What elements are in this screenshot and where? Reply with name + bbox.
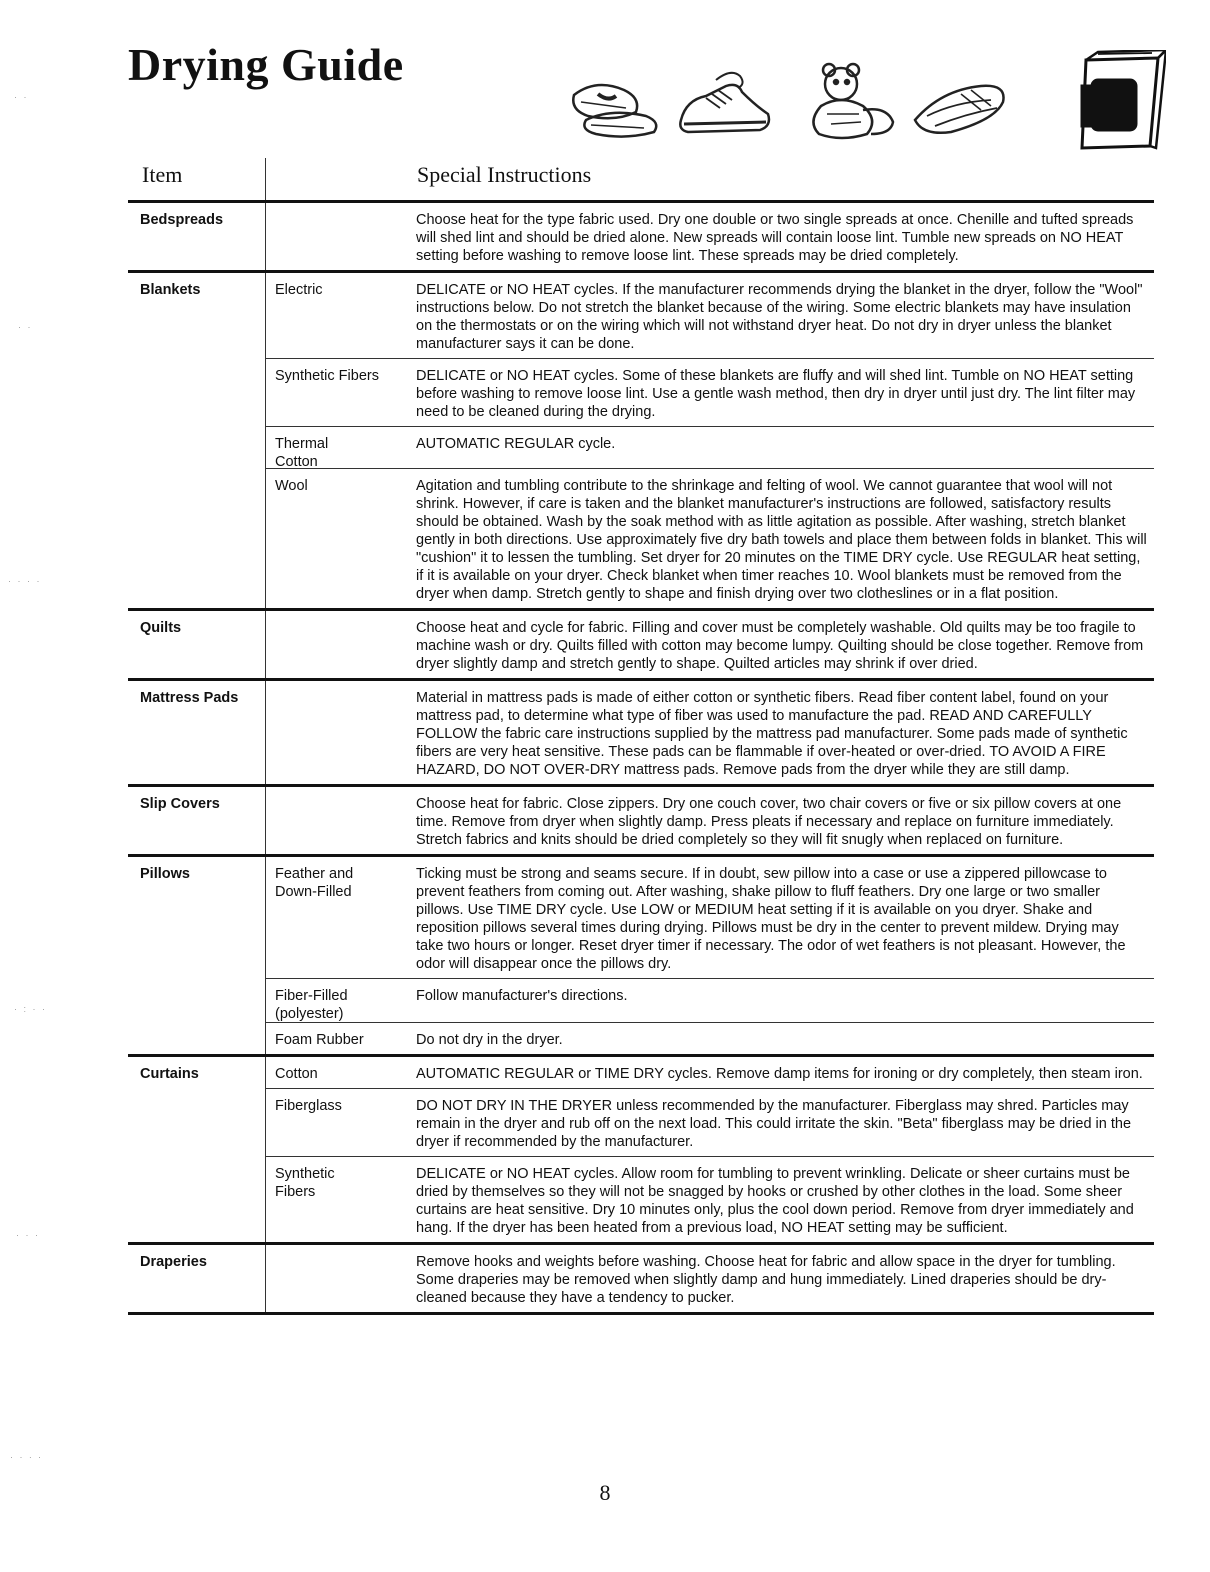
column-header-instructions: Special Instructions <box>417 162 592 187</box>
sub-label: Cotton <box>275 1066 318 1082</box>
instruction-row <box>265 681 1154 784</box>
item-label: Blankets <box>140 282 201 298</box>
instruction-text: Follow manufacturer's directions. <box>416 988 628 1004</box>
sneakers-icon <box>680 73 769 132</box>
sub-label: Feather and Down-Filled <box>275 866 354 900</box>
drying-guide-table <box>128 200 1154 1315</box>
column-header-item: Item <box>142 162 183 187</box>
instruction-row <box>265 273 1154 358</box>
page-title: Drying Guide <box>128 39 404 90</box>
stuffed-toy-icon <box>813 64 893 138</box>
table-row-mattress-pads <box>128 678 1154 784</box>
dryer-icon <box>1082 50 1166 148</box>
pillows-icon <box>573 85 656 137</box>
table-row-slip-covers <box>128 784 1154 854</box>
table-row-blankets <box>128 270 1154 608</box>
item-label: Pillows <box>140 866 190 882</box>
header-divider <box>265 158 266 200</box>
instruction-text: Remove hooks and weights before washing. Choose heat for fabric and allow space in the dryer for tumbling. Some draperies may be removed when slightly damp and hung immediately. Lined draperies should be dry-cleaned because they have a tendency to pucker. <box>416 1254 1116 1306</box>
table-row-curtains <box>128 1054 1154 1242</box>
sub-label: Fiber-Filled (polyester) <box>275 988 348 1022</box>
instruction-row <box>265 426 1154 468</box>
item-label: Mattress Pads <box>140 690 239 706</box>
sub-label: Thermal Cotton <box>275 436 329 470</box>
table-row-bedspreads <box>128 200 1154 270</box>
sub-label: Synthetic Fibers <box>275 368 379 384</box>
item-label: Draperies <box>140 1254 207 1270</box>
instruction-row <box>265 611 1154 678</box>
laundry-illustration <box>566 50 1166 150</box>
page-number: 8 <box>599 1480 611 1505</box>
instruction-text: Ticking must be strong and seams secure. If in doubt, sew pillow into a case or use a zippered pillowcase to prevent feathers from coming out. After washing, shake pillow to fluff feathers. Dry one large or two smaller pillows. Use TIME DRY cycle. Use LOW or MEDIUM heat setting if it is available on you dryer. Shake and reposition pillows several times during drying. Pillows must be dry in the center to prevent mildew. Drying may take two hours or longer. Reset dryer timer if necessary. The odor of wet feathers is not pleasant. However, the odor will disappear once the pillows dry. <box>416 866 1126 972</box>
scan-speck: · · ∙ · <box>10 1452 43 1462</box>
scan-speck: · · · <box>16 1230 40 1240</box>
instruction-text: Choose heat for fabric. Close zippers. Dry one couch cover, two chair covers or five or six pillow covers at one time. Remove from dryer when slightly damp. Press pleats if necessary and replace on furniture immediately. Stretch fabrics and knits should be dried completely so they will fit snugly when replaced on furniture. <box>416 796 1122 848</box>
instruction-text: DELICATE or NO HEAT cycles. Allow room for tumbling to prevent wrinkling. Delicate or sheer curtains must be dried by themselves so they will not be snagged by hooks or crushed by other clothes in the load. Some sheer curtains are heat sensitive. Dry 10 minutes only, plus the cool down period. Remove from dryer immediately and hang. If the dryer has been heated from a previous load, NO HEAT setting may be sufficient. <box>416 1166 1134 1236</box>
instruction-text: DELICATE or NO HEAT cycles. If the manufacturer recommends drying the blanket in the dryer, follow the "Wool" instructions below. Do not stretch the blanket because of the wiring. Some electric blankets may have insulation on the thermostats or on the wiring which will not withstand dryer heat. Do not dry in dryer unless the blanket manufacturer says it can be done. <box>416 282 1143 352</box>
table-row-pillows <box>128 854 1154 1054</box>
instruction-row <box>265 1057 1154 1088</box>
scan-speck: · · · · <box>8 576 42 586</box>
instruction-text: Choose heat for the type fabric used. Dry one double or two single spreads at once. Chenille and tufted spreads will shed lint and should be dried alone. New spreads will contain loose lint. Tumble new spreads on NO HEAT setting before washing to remove loose lint. These spreads may be dried completely. <box>416 212 1134 264</box>
folded-cloth-icon <box>915 86 1004 133</box>
instruction-row <box>265 1088 1154 1156</box>
instruction-text: Do not dry in the dryer. <box>416 1032 563 1048</box>
scan-speck: · · <box>14 92 29 102</box>
instruction-text: Agitation and tumbling contribute to the shrinkage and felting of wool. We cannot guarantee that wool will not shrink. However, if care is taken and the blanket manufacturer's instructions are followed, satisfactory results should be obtained. Wash by the soak method with as little agitation as possible. After washing, stretch blanket gently in both directions. Use approximately five dry bath towels and place them between folds in blanket. This will "cushion" it to lessen the tumbling. Set dryer for 20 minutes on the TIME DRY cycle. Use REGULAR heat setting, if it is available on your dryer. Check blanket when timer reaches 10. Wool blankets must be removed from the dryer when damp. Stretch gently to shape and finish drying over two clotheslines or in a flat position. <box>416 478 1147 602</box>
instruction-row <box>265 358 1154 426</box>
sub-label: Foam Rubber <box>275 1032 364 1048</box>
table-row-draperies <box>128 1242 1154 1315</box>
item-label: Slip Covers <box>140 796 220 812</box>
instruction-text: DO NOT DRY IN THE DRYER unless recommended by the manufacturer. Fiberglass may shred. Particles may remain in the dryer and rub off on the next load. This could irritate the skin. "Beta" fiberglass may be dried in the dryer if recommended by the manufacturer. <box>416 1098 1132 1150</box>
scan-speck: · · <box>18 322 33 332</box>
instruction-row <box>265 978 1154 1022</box>
instruction-row <box>265 857 1154 978</box>
sub-label: Wool <box>275 478 308 494</box>
instruction-row <box>265 468 1154 608</box>
instruction-text: AUTOMATIC REGULAR or TIME DRY cycles. Remove damp items for ironing or dry completely, then steam iron. <box>416 1066 1143 1082</box>
instruction-row <box>265 1156 1154 1242</box>
instruction-row <box>265 787 1154 854</box>
instruction-row <box>265 1022 1154 1054</box>
instruction-text: AUTOMATIC REGULAR cycle. <box>416 436 616 452</box>
instruction-text: Material in mattress pads is made of either cotton or synthetic fibers. Read fiber content label, found on your mattress pad, to determine what type of fiber was used to manufacture the pad. READ AND CAREFULLY FOLLOW the fabric care instructions supplied by the mattress pad manufacturer. Some pads made of synthetic fibers are very heat sensitive. These pads can be flammable if over-heated or over-dried. TO AVOID A FIRE HAZARD, DO NOT OVER-DRY mattress pads. Remove pads from the dryer while they are still damp. <box>416 690 1128 778</box>
sub-label: Electric <box>275 282 323 298</box>
instruction-row <box>265 203 1154 270</box>
item-label: Curtains <box>140 1066 199 1082</box>
table-row-quilts <box>128 608 1154 678</box>
item-label: Bedspreads <box>140 212 224 228</box>
instruction-row <box>265 1245 1154 1312</box>
sub-label: Synthetic Fibers <box>275 1166 335 1200</box>
item-label: Quilts <box>140 620 182 636</box>
instruction-text: DELICATE or NO HEAT cycles. Some of these blankets are fluffy and will shed lint. Tumble on NO HEAT setting before washing to remove loose lint. Use a gentle wash method, then dry in dryer until just dry. The lint filter may need to be cleaned during the drying. <box>416 368 1136 420</box>
scan-speck: · : · · <box>14 1004 47 1014</box>
instruction-text: Choose heat and cycle for fabric. Filling and cover must be completely washable. Old quilts may be too fragile to machine wash or dry. Quilts filled with cotton may become lumpy. Quilting should be close together. Remove from dryer slightly damp and stretch gently to shape. Quilted articles may shrink if over dried. <box>416 620 1144 672</box>
sub-label: Fiberglass <box>275 1098 342 1114</box>
